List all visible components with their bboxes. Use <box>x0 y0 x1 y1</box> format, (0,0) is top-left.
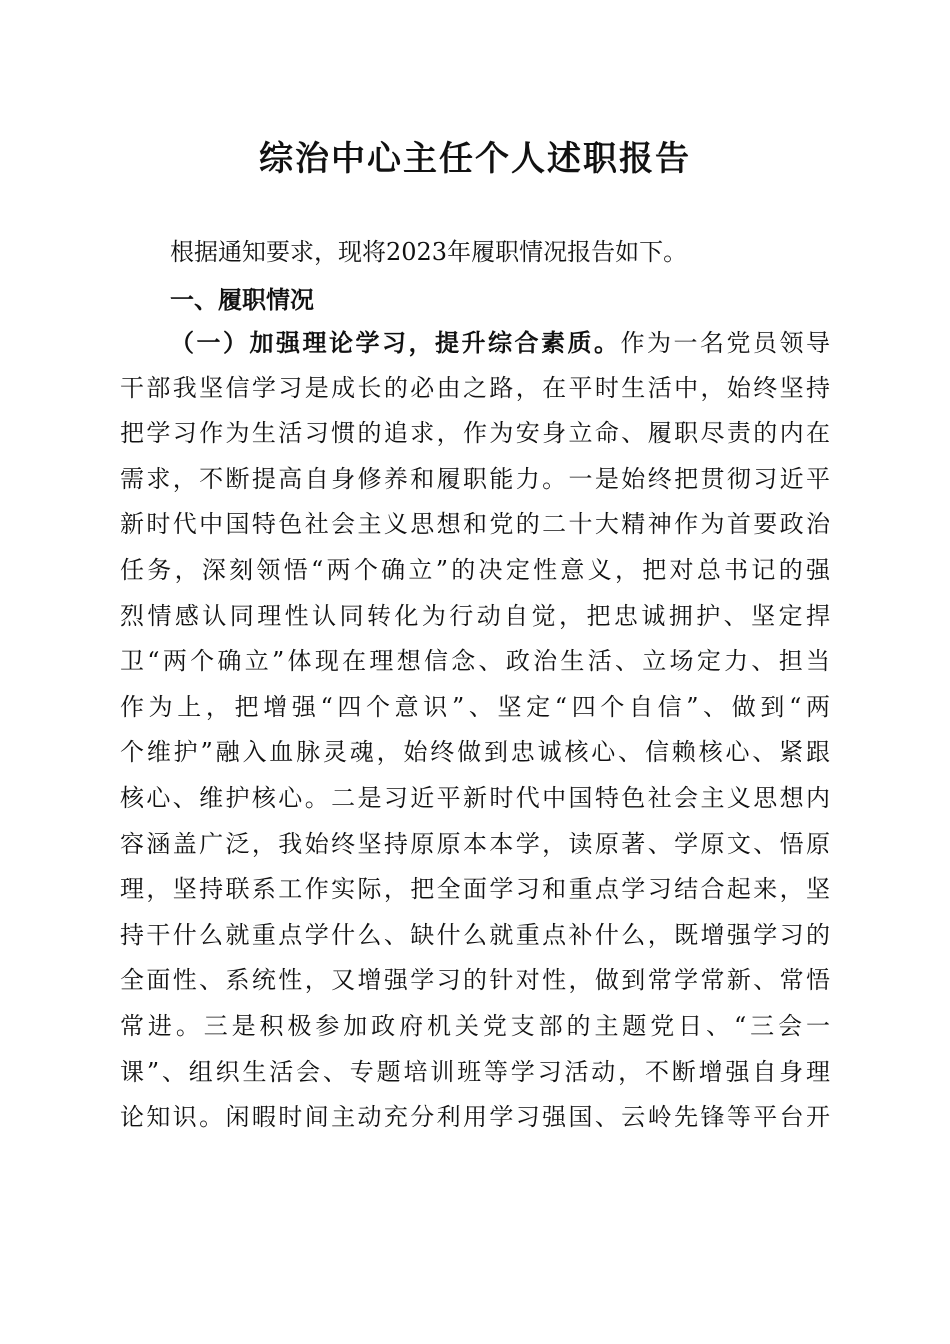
subsection-label: （一）加强理论学习，提升综合素质。 <box>170 328 621 357</box>
paragraph-line: 新时代中国特色社会主义思想和党的二十大精神作为首要政治 <box>120 510 830 539</box>
paragraph-line <box>120 320 830 366</box>
paragraph-line: 烈情感认同理性认同转化为行动自觉，把忠诚拥护、坚定捍 <box>120 601 830 630</box>
section-heading: 一、履职情况 <box>170 286 314 314</box>
document-title: 综治中心主任个人述职报告 <box>259 139 691 179</box>
paragraph-line: 容涵盖广泛，我始终坚持原原本本学，读原著、学原文、悟原 <box>120 829 830 858</box>
paragraph-line: 把学习作为生活习惯的追求，作为安身立命、履职尽责的内在 <box>120 419 830 448</box>
paragraph-line: 论知识。闲暇时间主动充分利用学习强国、云岭先锋等平台开 <box>120 1103 830 1132</box>
paragraph-line: 核心、维护核心。二是习近平新时代中国特色社会主义思想内 <box>120 783 830 812</box>
paragraph-line: 需求，不断提高自身修养和履职能力。一是始终把贯彻习近平 <box>120 464 830 493</box>
paragraph-line-text: 作为一名党员领导 <box>620 329 830 357</box>
paragraph-line: 个维护”融入血脉灵魂，始终做到忠诚核心、信赖核心、紧跟 <box>120 738 830 767</box>
paragraph-line: 任务，深刻领悟“两个确立”的决定性意义，把对总书记的强 <box>120 555 830 584</box>
paragraph-line: 持干什么就重点学什么、缺什么就重点补什么，既增强学习的 <box>120 920 830 949</box>
paragraph-line: 作为上，把增强“四个意识”、坚定“四个自信”、做到“两 <box>120 692 830 721</box>
body-paragraph <box>120 320 830 1141</box>
paragraph-line: 干部我坚信学习是成长的必由之路，在平时生活中，始终坚持 <box>120 373 830 402</box>
paragraph-line: 卫“两个确立”体现在理想信念、政治生活、立场定力、担当 <box>120 647 830 676</box>
paragraph-line: 理，坚持联系工作实际，把全面学习和重点学习结合起来，坚 <box>120 875 830 904</box>
paragraph-line: 全面性、系统性，又增强学习的针对性，做到常学常新、常悟 <box>120 966 830 995</box>
intro-paragraph: 根据通知要求，现将2023年履职情况报告如下。 <box>170 238 688 266</box>
paragraph-line: 常进。三是积极参加政府机关党支部的主题党日、“三会一 <box>120 1011 830 1040</box>
paragraph-line: 课”、组织生活会、专题培训班等学习活动，不断增强自身理 <box>120 1057 830 1086</box>
